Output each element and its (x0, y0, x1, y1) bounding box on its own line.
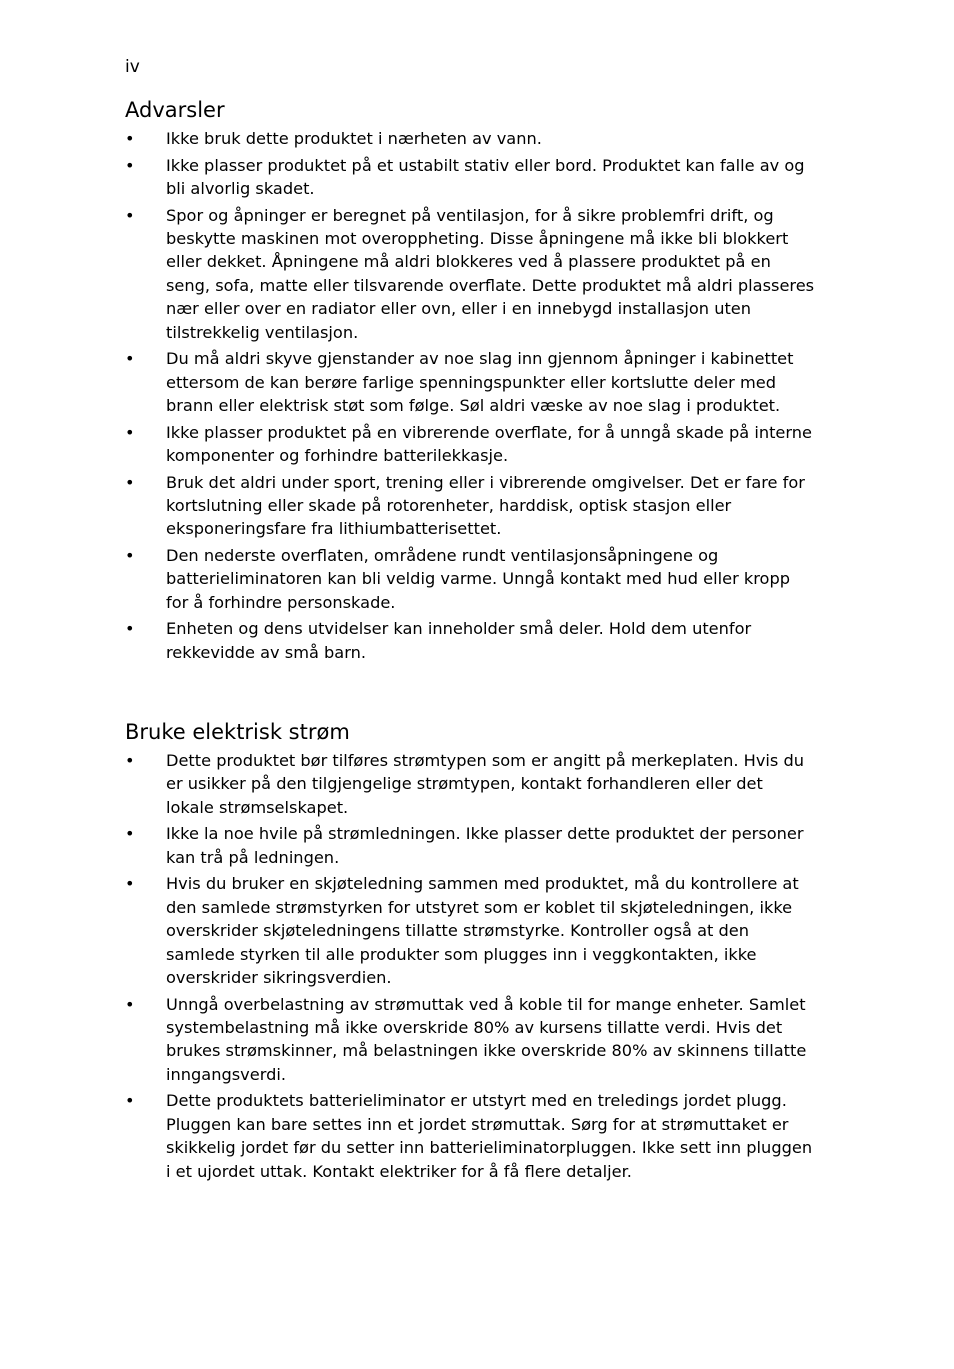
bullet-list (125, 127, 815, 664)
section-bruke-elektrisk-strom (125, 719, 815, 1186)
bullet-icon: • (125, 994, 135, 1014)
section-title: Bruke elektrisk strøm (125, 720, 350, 744)
list-item-text: Dette produktet bør tilføres strømtypen som er angitt på merkeplaten. Hvis du er usikker på den tilgjengelige strømtypen, kontakt forhandleren eller det lokale strømselskapet. (166, 751, 805, 817)
list-item-text: Ikke bruk dette produktet i nærheten av vann. (166, 129, 542, 148)
bullet-icon: • (125, 751, 135, 770)
list-item (125, 471, 815, 541)
bullet-icon: • (125, 619, 135, 639)
page-number: iv (125, 57, 140, 77)
section-title: Advarsler (125, 98, 225, 122)
bullet-icon: • (125, 472, 135, 492)
list-item-text: Spor og åpninger er beregnet på ventilasjon, for å sikre problemfri drift, og beskytte maskinen mot overoppheting. Disse åpningene må ikke bli blokkert eller dekket. Åpningene må aldri blokkeres ved å plassere produktet på en seng, sofa, matte eller tilsvarende overflate. Dette produktet må aldri plasseres nær eller over en radiator eller ovn, eller i en innebygd installasjon uten tilstrekkelig ventilasjon. (166, 205, 815, 342)
list-item (125, 127, 815, 150)
bullet-icon: • (125, 349, 135, 369)
list-item-text: Ikke plasser produktet på en vibrerende overflate, for å unngå skade på interne komponenter og forhindre batterilekkasje. (166, 422, 812, 466)
list-item (125, 993, 815, 1087)
section-advarsler (125, 97, 815, 667)
bullet-icon: • (125, 205, 135, 225)
list-item-text: Du må aldri skyve gjenstander av noe slag inn gjennom åpninger i kabinettet ettersom de kan berøre farlige spenningspunkter eller kortslutte deler med brann eller elektrisk støt som følge. Søl aldri væske av noe slag i produktet. (166, 349, 794, 416)
bullet-icon: • (125, 129, 135, 148)
bullet-list (125, 749, 815, 1183)
list-item-text: Unngå overbelastning av strømuttak ved å koble til for mange enheter. Samlet systembelastning må ikke overskride 80% av kursens tillatte verdi. Hvis det brukes strømskinner, må belastningen ikke overskride 80% av skinnens tillatte inngangsverdi. (166, 994, 807, 1084)
list-item-text: Ikke la noe hvile på strømledningen. Ikke plasser dette produktet der personer kan trå på ledningen. (166, 824, 804, 867)
bullet-icon: • (125, 422, 135, 442)
list-item (125, 822, 815, 869)
bullet-icon: • (125, 824, 135, 844)
list-item (125, 749, 815, 819)
list-item (125, 421, 815, 468)
list-item-text: Ikke plasser produktet på et ustabilt stativ eller bord. Produktet kan falle av og bli alvorlig skadet. (166, 155, 805, 198)
bullet-icon: • (125, 546, 135, 566)
list-item (125, 544, 815, 614)
list-item (125, 347, 815, 417)
list-item (125, 154, 815, 201)
list-item-text: Hvis du bruker en skjøteledning sammen med produktet, må du kontrollere at den samlede strømstyrken for utstyret som er koblet til skjøteledningen, ikke overskrider skjøteledningens tillatte strømstyrke. Kontroller også at den samlede styrken til alle produkter som plugges inn i veggkontakten, ikke overskrider sikringsverdien. (166, 874, 799, 988)
list-item-text: Dette produktets batterieliminator er utstyrt med en treledings jordet plugg. Pluggen kan bare settes inn et jordet strømuttak. Sørg for at strømuttaket er skikkelig jordet før du setter inn batterieliminatorpluggen. Ikke sett inn pluggen i et ujordet uttak. Kontakt elektriker for å få flere detaljer. (166, 1091, 813, 1181)
list-item-text: Den nederste overflaten, områdene rundt ventilasjonsåpningene og batterieliminatoren kan bli veldig varme. Unngå kontakt med hud eller kropp for å forhindre personskade. (166, 546, 790, 612)
bullet-icon: • (125, 155, 135, 175)
list-item (125, 617, 815, 664)
list-item (125, 872, 815, 989)
list-item-text: Bruk det aldri under sport, trening eller i vibrerende omgivelser. Det er fare for kortslutning eller skade på rotorenheter, harddisk, optisk stasjon eller eksponeringsfare fra lithiumbatterisettet. (166, 472, 805, 539)
list-item (125, 204, 815, 344)
list-item (125, 1089, 815, 1183)
bullet-icon: • (125, 874, 135, 894)
list-item-text: Enheten og dens utvidelser kan inneholder små deler. Hold dem utenfor rekkevidde av små barn. (166, 619, 752, 662)
bullet-icon: • (125, 1091, 135, 1111)
